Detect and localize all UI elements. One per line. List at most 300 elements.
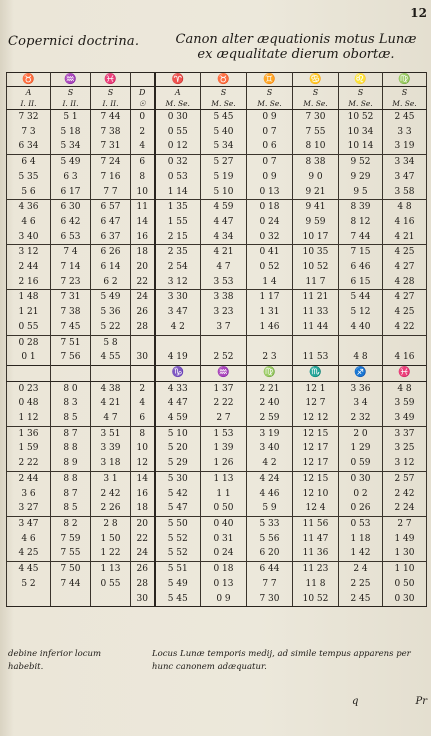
table-cell: 16 — [131, 230, 155, 245]
table-cell: 5 40 — [201, 125, 247, 140]
sign-header-row — [7, 73, 427, 87]
table-cell: 4 6 — [7, 215, 51, 230]
table-cell: 3 47 — [7, 516, 51, 531]
table-cell: 28 — [131, 577, 155, 592]
table-cell: 3 4 — [339, 396, 383, 411]
table-cell: 8 38 — [293, 155, 339, 170]
table-cell: 2 26 — [91, 501, 131, 516]
table-cell: 2 42 — [91, 487, 131, 502]
table-cell: 2 — [131, 125, 155, 140]
table-cell: 6 30 — [51, 200, 91, 215]
catchword: q — [352, 696, 359, 707]
table-cell: 8 2 — [51, 516, 91, 531]
table-cell: 6 44 — [247, 562, 293, 577]
table-cell: 5 56 — [247, 532, 293, 547]
table-cell: 5 45 — [155, 592, 201, 607]
table-cell: 10 52 — [293, 592, 339, 607]
table-cell: 11 36 — [293, 546, 339, 561]
table-cell: 0 30 — [339, 471, 383, 486]
table-cell: 0 26 — [339, 501, 383, 516]
table-cell: 22 — [131, 532, 155, 547]
table-cell: 1 31 — [247, 305, 293, 320]
table-cell: 0 55 — [155, 125, 201, 140]
table-cell: 2 24 — [383, 501, 427, 516]
table-cell: 7 16 — [91, 170, 131, 185]
table-cell: 22 — [131, 275, 155, 290]
table-cell: 11 21 — [293, 290, 339, 305]
table-cell: 2 44 — [7, 260, 51, 275]
table-cell: 4 21 — [91, 396, 131, 411]
table-cell: 7 30 — [293, 110, 339, 125]
table-cell: 4 8 — [339, 350, 383, 365]
table-cell: 6 — [131, 155, 155, 170]
table-cell: 1 42 — [339, 546, 383, 561]
table-row — [7, 320, 427, 335]
table-cell: 0 50 — [201, 501, 247, 516]
table-cell: 1 12 — [7, 411, 51, 426]
table-cell — [293, 335, 339, 350]
table-cell: 6 3 — [51, 170, 91, 185]
table-cell: 4 25 — [383, 305, 427, 320]
table-cell: 0 9 — [247, 170, 293, 185]
table-cell: ♑ — [155, 365, 201, 381]
table-row — [7, 275, 427, 290]
table-cell: 5 9 — [247, 501, 293, 516]
table-cell: ♓ — [91, 73, 131, 87]
table-cell: 2 22 — [201, 396, 247, 411]
table-cell: 9 52 — [339, 155, 383, 170]
table-cell: ♍ — [383, 73, 427, 87]
table-cell: S — [383, 87, 427, 99]
footnote-left: debine inferior locum habebit. — [8, 649, 102, 672]
table-cell: 0 30 — [155, 110, 201, 125]
table-row — [7, 396, 427, 411]
table-row — [7, 456, 427, 471]
table-cell — [51, 592, 91, 607]
table-cell: 8 5 — [51, 411, 91, 426]
table-cell: 4 36 — [7, 200, 51, 215]
table-cell: 6 47 — [91, 215, 131, 230]
catchword-next: Pr — [415, 696, 427, 707]
table-cell: 0 24 — [201, 546, 247, 561]
table-row — [7, 185, 427, 200]
table-cell: 0 9 — [247, 110, 293, 125]
table-cell: 6 17 — [51, 185, 91, 200]
table-cell: I. II. — [91, 98, 131, 110]
table-cell: 4 19 — [155, 350, 201, 365]
table-cell: 3 12 — [155, 275, 201, 290]
table-cell: 3 34 — [383, 155, 427, 170]
table-cell: 3 30 — [155, 290, 201, 305]
table-cell: 7 55 — [51, 546, 91, 561]
table-cell: 4 8 — [383, 381, 427, 396]
table-cell: 8 39 — [339, 200, 383, 215]
table-cell: 12 1 — [293, 381, 339, 396]
table-cell: 11 23 — [293, 562, 339, 577]
table-title-line-2: ex æqualitate dierum obortæ. — [197, 47, 395, 62]
table-cell: 3 39 — [91, 441, 131, 456]
table-cell: 6 53 — [51, 230, 91, 245]
table-cell: 6 2 — [91, 275, 131, 290]
table-cell: 0 55 — [91, 577, 131, 592]
table-cell: 5 35 — [7, 170, 51, 185]
table-row — [7, 155, 427, 170]
table-cell: 0 7 — [247, 125, 293, 140]
table-cell: 0 53 — [339, 516, 383, 531]
table-cell: 0 2 — [339, 487, 383, 502]
table-cell: 20 — [131, 516, 155, 531]
table-cell: 4 47 — [155, 396, 201, 411]
table-cell: 1 46 — [247, 320, 293, 335]
table-cell: 3 19 — [383, 139, 427, 154]
table-cell: 0 13 — [201, 577, 247, 592]
table-cell: 4 — [131, 396, 155, 411]
page-number: 12 — [410, 6, 427, 20]
equation-table — [6, 72, 427, 607]
table-cell: 2 — [131, 381, 155, 396]
table-cell: S — [247, 87, 293, 99]
table-cell: 4 59 — [155, 411, 201, 426]
table-cell: 5 22 — [91, 320, 131, 335]
table-cell: 3 59 — [383, 396, 427, 411]
table-cell — [201, 335, 247, 350]
table-cell: 8 7 — [51, 487, 91, 502]
table-cell: 0 6 — [247, 139, 293, 154]
table-cell: 10 — [131, 185, 155, 200]
table-cell: 18 — [131, 245, 155, 260]
table-cell: 8 9 — [51, 456, 91, 471]
table-cell: 12 15 — [293, 426, 339, 441]
table-cell: 16 — [131, 487, 155, 502]
table-cell: 5 34 — [201, 139, 247, 154]
table-cell: S — [201, 87, 247, 99]
table-cell: ☉ — [131, 98, 155, 110]
table-cell: 3 12 — [383, 456, 427, 471]
table-cell: 11 33 — [293, 305, 339, 320]
table-cell: I. II. — [51, 98, 91, 110]
table-cell: 1 26 — [201, 456, 247, 471]
table-cell: 2 25 — [339, 577, 383, 592]
table-cell: 4 28 — [383, 275, 427, 290]
table-cell: 6 34 — [7, 139, 51, 154]
table-cell: 5 52 — [155, 532, 201, 547]
table-cell: 7 32 — [7, 110, 51, 125]
table-row — [7, 411, 427, 426]
table-cell: 5 27 — [201, 155, 247, 170]
table-row — [7, 110, 427, 125]
table-cell — [247, 335, 293, 350]
table-cell: 5 10 — [155, 426, 201, 441]
table-cell: 7 55 — [293, 125, 339, 140]
table-cell: 1 55 — [155, 215, 201, 230]
table-cell: 12 — [131, 456, 155, 471]
table-cell: 7 31 — [51, 290, 91, 305]
table-row — [7, 125, 427, 140]
table-cell: 5 1 — [51, 110, 91, 125]
table-cell: 9 59 — [293, 215, 339, 230]
table-cell: 2 59 — [247, 411, 293, 426]
table-cell: 4 21 — [201, 245, 247, 260]
table-cell: 4 55 — [91, 350, 131, 365]
table-cell: 7 50 — [51, 562, 91, 577]
table-cell: 11 8 — [293, 577, 339, 592]
table-cell: 10 35 — [293, 245, 339, 260]
table-cell: 0 31 — [201, 532, 247, 547]
table-cell: 0 48 — [7, 396, 51, 411]
table-cell: 8 8 — [51, 471, 91, 486]
table-title-line-1: Canon alter æquationis motus Lunæ — [175, 32, 417, 47]
table-cell: 4 40 — [339, 320, 383, 335]
table-cell: 7 44 — [339, 230, 383, 245]
table-cell: 2 22 — [7, 456, 51, 471]
table-cell: ♐ — [339, 365, 383, 381]
table-cell: 10 52 — [293, 260, 339, 275]
table-cell: 3 6 — [7, 487, 51, 502]
table-cell: 3 7 — [201, 320, 247, 335]
table-cell: 24 — [131, 546, 155, 561]
table-cell: 3 58 — [383, 185, 427, 200]
table-cell: 1 14 — [155, 185, 201, 200]
table-cell: 26 — [131, 305, 155, 320]
table-cell: 9 41 — [293, 200, 339, 215]
table-cell: 12 10 — [293, 487, 339, 502]
table-cell: 26 — [131, 562, 155, 577]
table-cell: M. Se. — [293, 98, 339, 110]
table-cell: 5 34 — [51, 139, 91, 154]
table-cell: A — [155, 87, 201, 99]
table-cell: 11 — [131, 200, 155, 215]
table-cell: 3 1 — [91, 471, 131, 486]
table-cell: 5 10 — [201, 185, 247, 200]
table-cell: 2 44 — [7, 471, 51, 486]
table-cell — [131, 365, 155, 381]
table-cell: 1 37 — [201, 381, 247, 396]
table-cell: 5 12 — [339, 305, 383, 320]
table-cell: S — [91, 87, 131, 99]
table-cell: 1 50 — [91, 532, 131, 547]
table-cell: 24 — [131, 290, 155, 305]
table-cell: 3 37 — [383, 426, 427, 441]
table-cell: 5 49 — [91, 290, 131, 305]
table-cell: 5 30 — [155, 471, 201, 486]
table-cell: 1 1 — [201, 487, 247, 502]
table-cell: 3 19 — [247, 426, 293, 441]
table-cell: 4 38 — [91, 381, 131, 396]
table-cell: 4 — [131, 139, 155, 154]
table-cell: S — [51, 87, 91, 99]
table-cell: 14 — [131, 471, 155, 486]
table-cell: 2 35 — [155, 245, 201, 260]
table-cell: 0 1 — [7, 350, 51, 365]
table-cell: 4 25 — [383, 245, 427, 260]
table-cell — [155, 335, 201, 350]
table-cell: 0 13 — [247, 185, 293, 200]
table-cell: 0 52 — [247, 260, 293, 275]
table-cell: ♊ — [247, 73, 293, 87]
table-cell: 1 21 — [7, 305, 51, 320]
table-cell: ♈ — [155, 73, 201, 87]
table-cell: 0 53 — [155, 170, 201, 185]
table-cell: 4 24 — [247, 471, 293, 486]
table-cell: 9 29 — [339, 170, 383, 185]
table-cell — [383, 335, 427, 350]
table-cell: 7 24 — [91, 155, 131, 170]
table-cell: 3 51 — [91, 426, 131, 441]
footnote-right: Locus Lunæ temporis medij, ad simile tempus apparens per hunc canonem adæquatur. — [152, 649, 411, 672]
table-cell: 4 16 — [383, 350, 427, 365]
table-cell: ♋ — [293, 73, 339, 87]
table-cell: 6 — [131, 411, 155, 426]
table-cell: ♒ — [51, 73, 91, 87]
table-cell: 2 16 — [7, 275, 51, 290]
table-cell: 4 27 — [383, 260, 427, 275]
table-cell: 1 13 — [201, 471, 247, 486]
table-cell: 0 12 — [155, 139, 201, 154]
table-cell: 8 8 — [51, 441, 91, 456]
table-cell: 0 28 — [7, 335, 51, 350]
table-cell: M. Se. — [383, 98, 427, 110]
table-cell: 7 44 — [51, 577, 91, 592]
table-cell: 5 18 — [51, 125, 91, 140]
table-cell: 2 8 — [91, 516, 131, 531]
table-cell: 3 47 — [155, 305, 201, 320]
table-cell: 0 32 — [155, 155, 201, 170]
table-cell: 5 42 — [155, 487, 201, 502]
table-row — [7, 546, 427, 561]
table-cell: 6 14 — [91, 260, 131, 275]
table-cell: 12 4 — [293, 501, 339, 516]
table-cell: 1 4 — [247, 275, 293, 290]
table-cell: 7 38 — [51, 305, 91, 320]
table-row — [7, 426, 427, 441]
table-row — [7, 532, 427, 547]
table-row — [7, 290, 427, 305]
table-cell: 5 51 — [155, 562, 201, 577]
table-cell: 7 7 — [91, 185, 131, 200]
table-cell: 2 40 — [247, 396, 293, 411]
table-cell: 2 45 — [383, 110, 427, 125]
table-cell: 6 26 — [91, 245, 131, 260]
table-cell: 10 52 — [339, 110, 383, 125]
unit-header-row — [7, 87, 427, 99]
table-cell: 1 48 — [7, 290, 51, 305]
table-cell: 5 29 — [155, 456, 201, 471]
table-row — [7, 441, 427, 456]
table-cell: 4 21 — [383, 230, 427, 245]
table-cell: 11 7 — [293, 275, 339, 290]
table-cell: 3 49 — [383, 411, 427, 426]
table-cell: 7 56 — [51, 350, 91, 365]
table-cell: 1 13 — [91, 562, 131, 577]
table-cell: 2 54 — [155, 260, 201, 275]
table-cell: 4 34 — [201, 230, 247, 245]
running-head: Copernici doctrina. — [8, 34, 140, 49]
table-row — [7, 501, 427, 516]
table-cell: M. Se. — [201, 98, 247, 110]
table-cell: 18 — [131, 501, 155, 516]
table-cell: 0 32 — [247, 230, 293, 245]
table-cell: 11 47 — [293, 532, 339, 547]
table-cell: ♌ — [339, 73, 383, 87]
table-row — [7, 516, 427, 531]
table-cell: 7 4 — [51, 245, 91, 260]
table-cell — [91, 365, 131, 381]
table-row — [7, 200, 427, 215]
table-cell: 9 0 — [293, 170, 339, 185]
table-cell: 3 25 — [383, 441, 427, 456]
table-cell: 0 59 — [339, 456, 383, 471]
table-cell: 5 33 — [247, 516, 293, 531]
table-cell: 5 49 — [51, 155, 91, 170]
table-row — [7, 245, 427, 260]
table-cell: 10 34 — [339, 125, 383, 140]
table-cell: 0 23 — [7, 381, 51, 396]
table-cell: 6 15 — [339, 275, 383, 290]
table-cell: 4 33 — [155, 381, 201, 396]
table-cell: 4 47 — [201, 215, 247, 230]
table-cell: 12 15 — [293, 471, 339, 486]
table-cell: 6 20 — [247, 546, 293, 561]
table-cell: S — [339, 87, 383, 99]
table-cell: 3 40 — [247, 441, 293, 456]
table-cell: 11 53 — [293, 350, 339, 365]
table-cell: S — [293, 87, 339, 99]
table-cell: 7 30 — [247, 592, 293, 607]
table-cell: D — [131, 87, 155, 99]
table-cell: 4 7 — [91, 411, 131, 426]
table-cell: 9 21 — [293, 185, 339, 200]
table-cell: 0 55 — [7, 320, 51, 335]
table-cell: 5 45 — [201, 110, 247, 125]
table-cell: 4 2 — [247, 456, 293, 471]
table-cell: 4 7 — [201, 260, 247, 275]
table-cell: 4 45 — [7, 562, 51, 577]
table-cell: 4 25 — [7, 546, 51, 561]
table-cell: 12 12 — [293, 411, 339, 426]
table-cell: 4 27 — [383, 290, 427, 305]
table-cell: 1 36 — [7, 426, 51, 441]
table-cell: 14 — [131, 215, 155, 230]
table-cell: 2 7 — [201, 411, 247, 426]
table-cell: 1 59 — [7, 441, 51, 456]
table-cell: 9 5 — [339, 185, 383, 200]
table-cell: 1 18 — [339, 532, 383, 547]
table-cell: 8 7 — [51, 426, 91, 441]
table-cell: 6 42 — [51, 215, 91, 230]
table-cell — [7, 365, 51, 381]
table-row — [7, 562, 427, 577]
table-cell: 7 15 — [339, 245, 383, 260]
table-cell: 5 2 — [7, 577, 51, 592]
table-cell: ♒ — [201, 365, 247, 381]
table-cell: 5 19 — [201, 170, 247, 185]
table-cell: A — [7, 87, 51, 99]
table-cell: 5 36 — [91, 305, 131, 320]
table-cell: 1 35 — [155, 200, 201, 215]
table-cell — [91, 592, 131, 607]
table-cell — [7, 592, 51, 607]
table-cell: M. Se. — [339, 98, 383, 110]
table-cell: ♉ — [201, 73, 247, 87]
table-cell: 4 59 — [201, 200, 247, 215]
subunit-header-row — [7, 98, 427, 110]
table-cell: 3 12 — [7, 245, 51, 260]
table-row — [7, 350, 427, 365]
table-cell: 3 36 — [339, 381, 383, 396]
table-cell: 12 7 — [293, 396, 339, 411]
table-cell: 30 — [131, 592, 155, 607]
table-cell: 7 45 — [51, 320, 91, 335]
